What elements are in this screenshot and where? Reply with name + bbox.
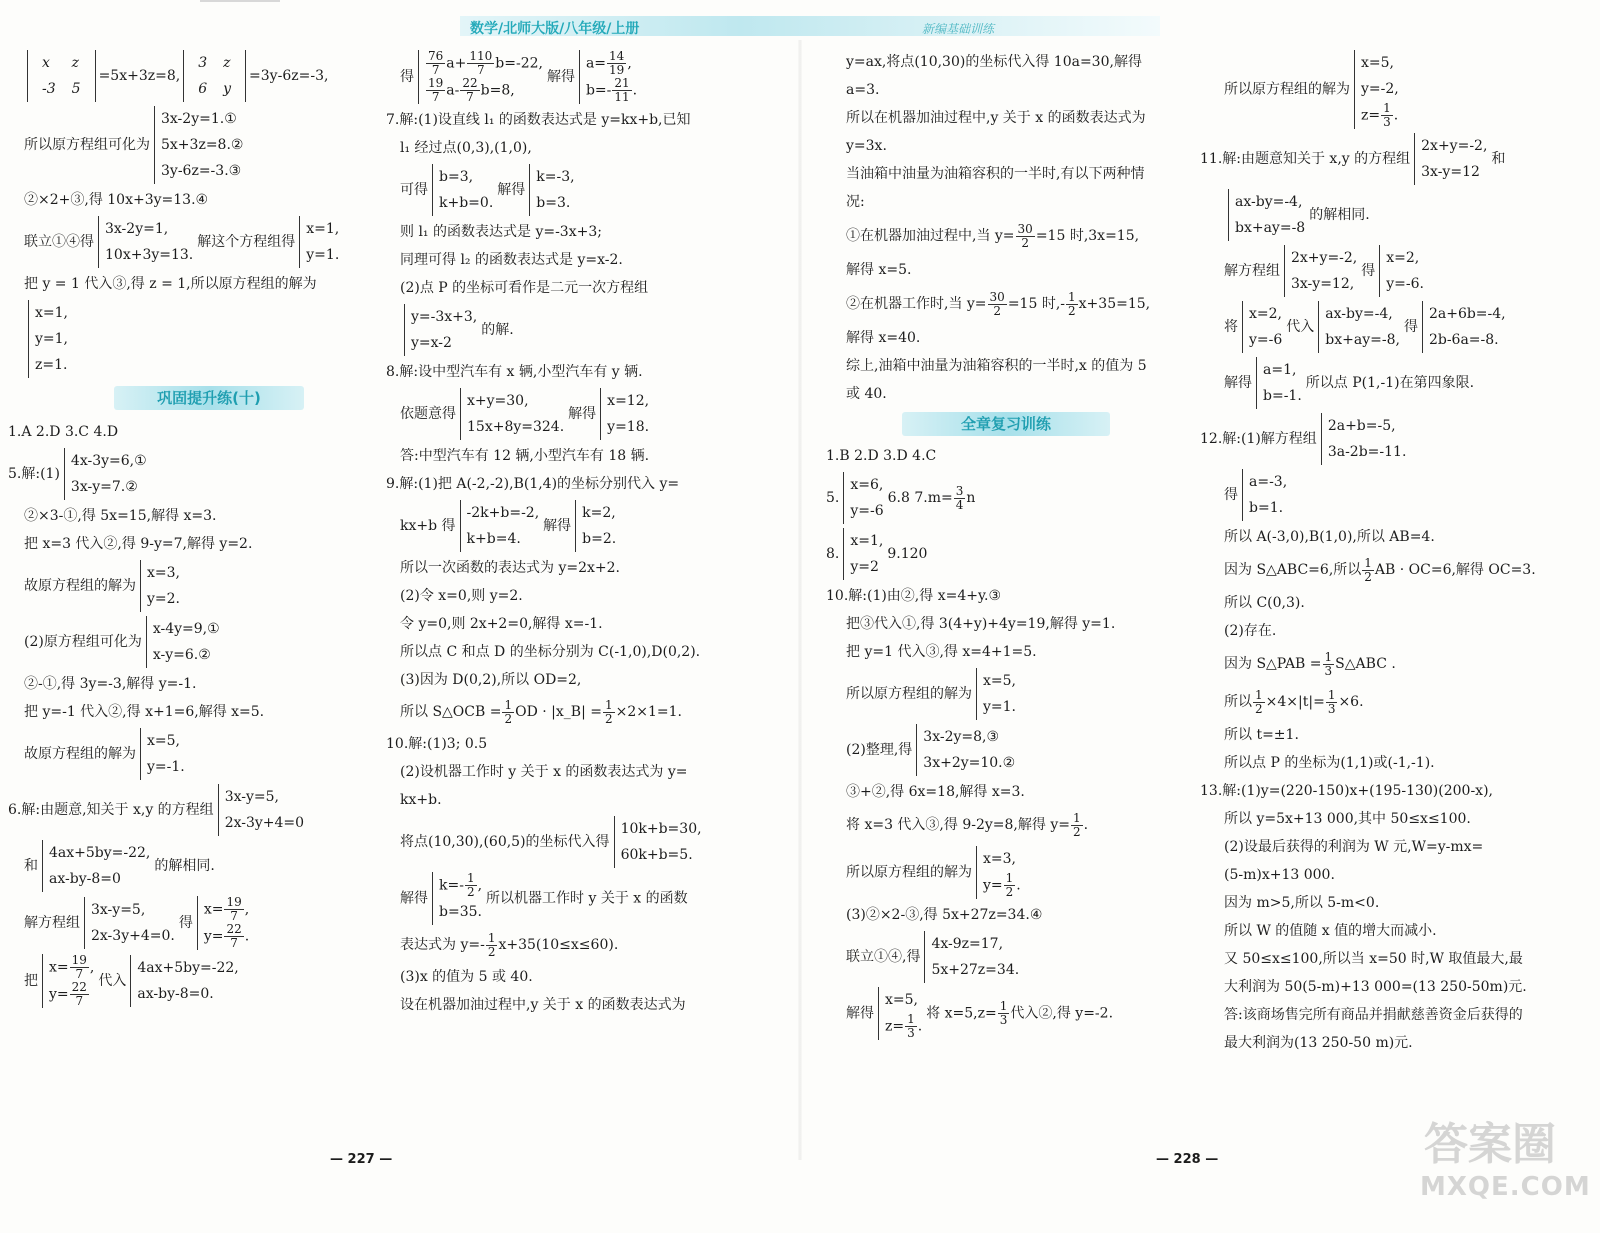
- column-4: [1200, 48, 1580, 1057]
- text-line: 5.解:(1) 4x-3y=6,① 3x-y=7.②: [8, 446, 394, 502]
- text-line: 所以原方程组的解为 x=5, y=-2, z= $\frac{1}{3}$ .: [1224, 48, 1580, 131]
- text-line: 所以一次函数的表达式为 y=2x+2.: [400, 560, 620, 576]
- text-line: (2)设机器工作时 y 关于 x 的函数表达式为 y=: [400, 764, 688, 780]
- text-line: 则 l₁ 的函数表达式是 y=-3x+3;: [400, 224, 602, 240]
- text-line: ax-by=-4, bx+ay=-8 的解相同.: [1224, 187, 1580, 243]
- text-line: 所以在机器加油过程中,y 关于 x 的函数表达式为: [846, 110, 1146, 126]
- section-gap: [846, 408, 1206, 442]
- text-line: 把 y=1 代入③,得 x=4+1=5.: [846, 644, 1037, 660]
- text-line: ②在机器工作时,当 y= $\frac{30}{2}$ =15 时,- $\frac{1}{2}$ x+35=15,: [846, 289, 1151, 318]
- equation-system: k=2, b=2.: [575, 500, 616, 552]
- text-line: 得 a=-3, b=1.: [1224, 467, 1580, 523]
- text-line: 所以 S△OCB = $\frac{1}{2}$ OD · |x_B| = $\frac{1}{2}$ ×2×1=1.: [400, 697, 682, 726]
- text-line: l₁ 经过点(0,3),(1,0),: [400, 140, 532, 156]
- text-line: 因为 S△ABC=6,所以 $\frac{1}{2}$ AB · OC=6,解得 OC=3.: [1224, 555, 1536, 584]
- text-line: 因为 m>5,所以 5-m<0.: [1224, 895, 1380, 911]
- equation-system: 4ax+5by=-22, ax-by-8=0: [42, 840, 150, 892]
- text-line: ②×2+③,得 10x+3y=13.④: [24, 192, 209, 208]
- equation-system: x=6, y=-6: [843, 472, 883, 524]
- text-line: (2)原方程组可化为 x-4y=9,① x-y=6.②: [24, 614, 394, 670]
- text-line: 9.解:(1)把 A(-2,-2),B(1,4)的坐标分别代入 y=: [386, 476, 680, 492]
- text-line: 11.解:由题意知关于 x,y 的方程组 2x+y=-2, 3x-y=12 和: [1200, 131, 1580, 187]
- text-line: 把 x= $\frac{19}{7}$ , y= $\frac{22}{7}$ 代入 4ax+5by=-22, ax-by-8=0.: [24, 953, 239, 1008]
- text-line: 解得 k=- $\frac{1}{2}$ , b=35. 所以机器工作时 y 关于 x 的函数: [400, 870, 766, 927]
- equation-system: a= $\frac{14}{19}$ , b=- $\frac{21}{11}$ .: [579, 50, 637, 104]
- text-line: 故原方程组的解为 x=3, y=2.: [24, 558, 394, 614]
- equation-system: a=-3, b=1.: [1242, 469, 1287, 521]
- watermark: [1410, 1108, 1590, 1226]
- text-line: (2)整理,得 3x-2y=8,③ 3x+2y=10.②: [846, 722, 1206, 778]
- text-line: (2)令 x=0,则 y=2.: [400, 588, 523, 604]
- equation-system: 3x-y=5, 2x-3y+4=0: [218, 784, 304, 836]
- text-line: 解得 a=1, b=-1. 所以点 P(1,-1)在第四象限.: [1224, 355, 1580, 411]
- equation-system: x=1, y=1, z=1.: [28, 300, 68, 378]
- text-line: (3)x 的值为 5 或 40.: [400, 969, 533, 985]
- equation-system: 3x-2y=1.① 5x+3z=8.② 3y-6z=-3.③: [154, 106, 243, 184]
- text-line: 依题意得 x+y=30, 15x+8y=324. 解得 x=12, y=18.: [400, 386, 766, 442]
- equation-system: x=1, y=2: [843, 528, 883, 580]
- text-line: a=3.: [846, 82, 880, 98]
- text-line: 同理可得 l₂ 的函数表达式是 y=x-2.: [400, 252, 623, 268]
- header-title: 数学/北师大版/八年级/上册: [470, 21, 640, 37]
- text-line: 所以 C(0,3).: [1224, 595, 1305, 611]
- column-1: [8, 48, 394, 1010]
- page-number-left: — 227 —: [330, 1152, 393, 1167]
- text-line: 所以 $\frac{1}{2}$ ×4×|t|= $\frac{1}{3}$ ×6.: [1224, 687, 1364, 716]
- text-line: 把 y=-1 代入②,得 x+1=6,解得 x=5.: [24, 704, 265, 720]
- text-line: kx+b 得 -2k+b=-2, k+b=4. 解得 k=2, b=2.: [400, 498, 766, 554]
- text-line: 或 40.: [846, 386, 887, 402]
- equation-system: ax-by=-4, bx+ay=-8,: [1318, 301, 1400, 353]
- equation-system: -2k+b=-2, k+b=4.: [460, 500, 540, 552]
- text-line: 所以原方程组的解为 x=3, y= $\frac{1}{2}$ .: [846, 844, 1206, 901]
- equation-system: x=5, y=-1.: [140, 728, 185, 780]
- text-line: ③+②,得 6x=18,解得 x=3.: [846, 784, 1025, 800]
- equation-system: 4x-3y=6,① 3x-y=7.②: [64, 448, 147, 500]
- page-gutter: [798, 40, 802, 1160]
- equation-system: x= $\frac{19}{7}$ , y= $\frac{22}{7}$ .: [197, 896, 249, 950]
- text-line: 和 4ax+5by=-22, ax-by-8=0 的解相同.: [24, 838, 394, 894]
- determinant-b: 3 z 6 y: [183, 50, 246, 102]
- text-line: 所以原方程组的解为 x=5, y=1.: [846, 666, 1206, 722]
- text-line: 所以 y=5x+13 000,其中 50≤x≤100.: [1224, 811, 1471, 827]
- equation-system: 3x-2y=8,③ 3x+2y=10.②: [916, 724, 1015, 776]
- text-line: 答:中型汽车有 12 辆,小型汽车有 18 辆.: [400, 448, 650, 464]
- text-line: 将点(10,30),(60,5)的坐标代入得 10k+b=30, 60k+b=5.: [400, 814, 766, 870]
- text-line: 将 x=3 代入③,得 9-2y=8,解得 y= $\frac{1}{2}$ .: [846, 810, 1089, 839]
- header-series: 新编基础训练: [922, 22, 995, 36]
- column-3: [826, 48, 1206, 1042]
- equation-system: x=5, z= $\frac{1}{3}$ .: [878, 987, 922, 1040]
- text-line: 7.解:(1)设直线 l₁ 的函数表达式是 y=kx+b,已知: [386, 112, 691, 128]
- text-line: y=ax,将点(10,30)的坐标代入得 10a=30,解得: [846, 54, 1142, 70]
- equation-system: x=1, y=1.: [299, 216, 339, 268]
- text-line: 当油箱中油量为油箱容积的一半时,有以下两种情: [846, 166, 1145, 182]
- column-2: [386, 48, 766, 1019]
- text-line: 所以原方程组可化为 3x-2y=1.① 5x+3z=8.② 3y-6z=-3.③: [24, 104, 394, 186]
- text-line: (3)因为 D(0,2),所以 OD=2,: [400, 672, 582, 688]
- equation-system: x=3, y= $\frac{1}{2}$ .: [976, 846, 1021, 899]
- equation-system: x=12, y=18.: [600, 388, 649, 440]
- section-badge-consolidate: 巩固提升练(十): [114, 386, 304, 410]
- watermark-url: MXQE.COM: [1420, 1172, 1591, 1202]
- text-line: 10.解:(1)由②,得 x=4+y.③: [826, 588, 1002, 604]
- equation-system: 2a+6b=-4, 2b-6a=-8.: [1422, 301, 1506, 353]
- text-line: 最大利润为(13 250-50 m)元.: [1224, 1035, 1413, 1051]
- text-line: 解得 x=5.: [846, 262, 912, 278]
- header-rule: [200, 0, 280, 2]
- text-line: (5-m)x+13 000.: [1224, 867, 1335, 883]
- text-line: 可得 b=3, k+b=0. 解得 k=-3, b=3.: [400, 162, 766, 218]
- text-line: ②-①,得 3y=-3,解得 y=-1.: [24, 676, 197, 692]
- det-line: x z -3 5 =5x+3z=8, 3 z 6 y =3y-6z=-3,: [24, 48, 394, 104]
- section-gap: [24, 380, 394, 418]
- text-line: ①在机器加油过程中,当 y= $\frac{30}{2}$ =15 时,3x=15,: [846, 221, 1140, 250]
- text-line: (3)②×2-③,得 5x+27z=34.④: [846, 907, 1043, 923]
- answer-line: 1.B 2.D 3.D 4.C: [826, 448, 937, 464]
- text-line: 把③代入①,得 3(4+y)+4y=19,解得 y=1.: [846, 616, 1116, 632]
- text-line: 13.解:(1)y=(220-150)x+(195-130)(200-x),: [1200, 783, 1493, 799]
- text-line: 8. x=1, y=2 9.120: [826, 526, 1206, 582]
- text-line: 所以点 P 的坐标为(1,1)或(-1,-1).: [1224, 755, 1435, 771]
- text-line: 设在机器加油过程中,y 关于 x 的函数表达式为: [400, 997, 686, 1013]
- text-line: 12.解:(1)解方程组 2a+b=-5, 3a-2b=-11.: [1200, 411, 1580, 467]
- equation-system: a=1, b=-1.: [1256, 357, 1302, 409]
- text-line: 解得 x=5, z= $\frac{1}{3}$ . 将 x=5,z= $\frac{1}{3}$ 代入②,得 y=-2.: [846, 985, 1206, 1042]
- equation-system: k=- $\frac{1}{2}$ , b=35.: [432, 872, 482, 925]
- text-line: 10.解:(1)3; 0.5: [386, 736, 488, 752]
- equation-system: 4ax+5by=-22, ax-by-8=0.: [130, 955, 238, 1007]
- equation-system: 2a+b=-5, 3a-2b=-11.: [1321, 413, 1407, 465]
- equation-system: 2x+y=-2, 3x-y=12,: [1284, 245, 1357, 297]
- text-line: 综上,油箱中油量为油箱容积的一半时,x 的值为 5: [846, 358, 1147, 374]
- watermark-logo-text: 答案圈: [1424, 1119, 1556, 1170]
- equation-system: k=-3, b=3.: [529, 164, 574, 216]
- page-number-right: — 228 —: [1156, 1152, 1219, 1167]
- text-line: (2)点 P 的坐标可看作是二元一次方程组: [400, 280, 649, 296]
- equation-system: 4x-9z=17, 5x+27z=34.: [924, 931, 1019, 983]
- equation-system: y=-3x+3, y=x-2: [404, 304, 477, 356]
- text-line: y=-3x+3, y=x-2 的解.: [400, 302, 766, 358]
- text-line: (2)存在.: [1224, 623, 1277, 639]
- text-line: 又 50≤x≤100,所以当 x=50 时,W 取值最大,最: [1224, 951, 1523, 967]
- text-line: kx+b.: [400, 792, 442, 808]
- text-line: 况:: [846, 194, 865, 210]
- text-line: 大利润为 50(5-m)+13 000=(13 250-50m)元.: [1224, 979, 1527, 995]
- text-line: 5. x=6, y=-6 6.8 7.m= $\frac{3}{4}$ n: [826, 470, 1206, 526]
- text-line: 8.解:设中型汽车有 x 辆,小型汽车有 y 辆.: [386, 364, 643, 380]
- text-line: 把 y = 1 代入③,得 z = 1,所以原方程组的解为: [24, 276, 317, 292]
- text-line: 把 x=3 代入②,得 9-y=7,解得 y=2.: [24, 536, 253, 552]
- equation-system: ax-by=-4, bx+ay=-8: [1228, 189, 1305, 241]
- equation-system: x=5, y=-2, z= $\frac{1}{3}$ .: [1354, 50, 1399, 129]
- page-header: [0, 0, 1600, 40]
- text-line: 得 $\frac{76}{7}$ a+ $\frac{110}{7}$ b=-22, $\frac{19}{7}$ a- $\frac{22}{7}$ b=8, 解得 a= $\frac{14}{19}$ , b=- $\frac{21}{11}$ .: [400, 49, 638, 104]
- equation-system: x= $\frac{19}{7}$ , y= $\frac{22}{7}$: [42, 954, 94, 1008]
- equation-system: 10k+b=30, 60k+b=5.: [614, 816, 702, 868]
- equation-system: x=2, y=-6: [1242, 301, 1282, 353]
- text-line: 所以 t=±1.: [1224, 727, 1299, 743]
- determinant-a: x z -3 5: [27, 50, 96, 102]
- text-line: 将 x=2, y=-6 代入 ax-by=-4, bx+ay=-8, 得 2a+6b=-4, 2b-6a=-8.: [1224, 299, 1580, 355]
- text-line: 所以点 C 和点 D 的坐标分别为 C(-1,0),D(0,2).: [400, 644, 701, 660]
- text-line: ②×3-①,得 5x=15,解得 x=3.: [24, 508, 217, 524]
- text-line: 所以 A(-3,0),B(1,0),所以 AB=4.: [1224, 529, 1435, 545]
- text-line: 表达式为 y=- $\frac{1}{2}$ x+35(10≤x≤60).: [400, 930, 619, 959]
- text-line: [24, 298, 394, 380]
- text-line: 答:该商场售完所有商品并捐献慈善资金后获得的: [1224, 1007, 1523, 1023]
- equation-system: 3x-2y=1, 10x+3y=13.: [98, 216, 193, 268]
- text-line: 因为 S△PAB = $\frac{1}{3}$ S△ABC .: [1224, 649, 1396, 678]
- equation-system: b=3, k+b=0.: [432, 164, 493, 216]
- text-line: 联立①④得 3x-2y=1, 10x+3y=13. 解这个方程组得 x=1, y=1.: [24, 214, 394, 270]
- text-line: 解方程组 2x+y=-2, 3x-y=12, 得 x=2, y=-6.: [1224, 243, 1580, 299]
- equation-system: x-4y=9,① x-y=6.②: [146, 616, 220, 668]
- text-line: 所以 W 的值随 x 值的增大而减小.: [1224, 923, 1437, 939]
- text-line: 解得 x=40.: [846, 330, 921, 346]
- text-line: 令 y=0,则 2x+2=0,解得 x=-1.: [400, 616, 603, 632]
- equation-system: x=5, y=1.: [976, 668, 1016, 720]
- text-line: 故原方程组的解为 x=5, y=-1.: [24, 726, 394, 782]
- equation-system: $\frac{76}{7}$ a+ $\frac{110}{7}$ b=-22, $\frac{19}{7}$ a- $\frac{22}{7}$ b=8,: [418, 50, 543, 104]
- text-line: (2)设最后获得的利润为 W 元,W=y-mx=: [1224, 839, 1484, 855]
- equation-system: 2x+y=-2, 3x-y=12: [1414, 133, 1487, 185]
- equation-system: x=3, y=2.: [140, 560, 180, 612]
- equation-system: x+y=30, 15x+8y=324.: [460, 388, 564, 440]
- answer-line: 1.A 2.D 3.C 4.D: [8, 424, 119, 440]
- section-badge-chapter-review: 全章复习训练: [902, 412, 1110, 436]
- equation-system: 3x-y=5, 2x-3y+4=0.: [84, 897, 175, 949]
- text-line: 6.解:由题意,知关于 x,y 的方程组 3x-y=5, 2x-3y+4=0: [8, 782, 394, 838]
- text-line: 解方程组 3x-y=5, 2x-3y+4=0. 得 x= $\frac{19}{7}$ , y= $\frac{22}{7}$ .: [24, 895, 250, 950]
- text-line: y=3x.: [846, 138, 887, 154]
- equation-system: x=2, y=-6.: [1379, 245, 1424, 297]
- text-line: 联立①④,得 4x-9z=17, 5x+27z=34.: [846, 929, 1206, 985]
